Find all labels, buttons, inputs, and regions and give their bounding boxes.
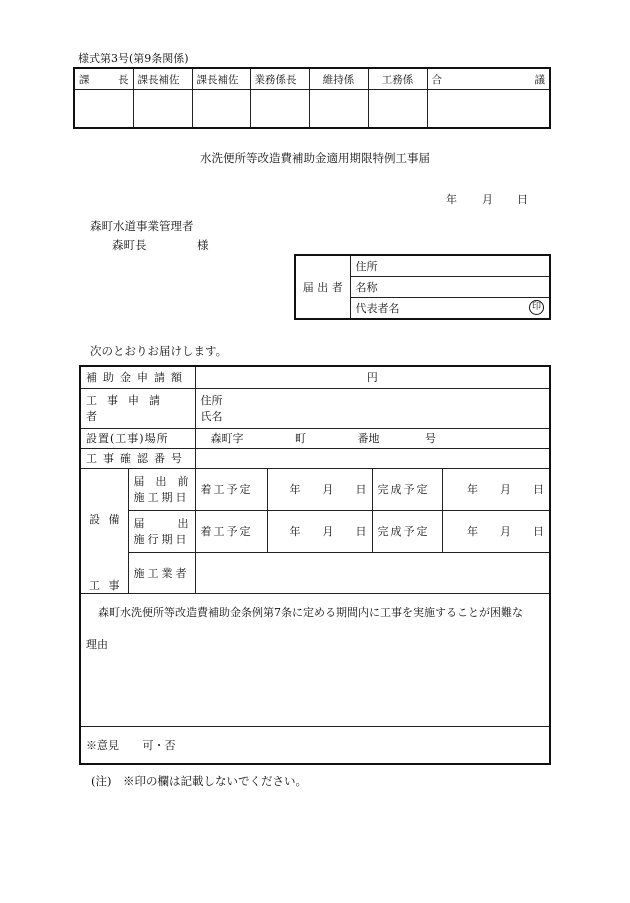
contractor-label: 施工業者 — [128, 552, 195, 593]
applicant-label: 届 出 者 — [295, 255, 350, 319]
location-banchi: 番地 — [357, 432, 380, 445]
applicant-address-label: 住所 — [200, 394, 223, 407]
after-start-field[interactable]: 年 月 日 — [267, 510, 372, 552]
location-label: 設置(工事)場所 — [80, 428, 195, 448]
addressee-sama: 様 — [197, 238, 209, 252]
approval-header-iji: 維持係 — [309, 68, 368, 90]
applicant-name-field[interactable] — [350, 277, 550, 298]
approval-header-gogi: 合 議 — [427, 68, 550, 90]
opinion-value: 可・否 — [142, 738, 176, 752]
applicant-label-main: 工事申請者 — [80, 388, 195, 428]
approval-header-hosa-1: 課長補佐 — [133, 68, 192, 90]
before-finish-field[interactable]: 年 月 日 — [442, 468, 550, 510]
approval-header-kacho: 課 長 — [74, 68, 133, 90]
approval-table — [73, 67, 551, 129]
subsidy-label: 補助金申請額 — [80, 366, 195, 388]
stamp-cell[interactable] — [309, 90, 368, 129]
after-start-label: 着工予定 — [195, 510, 267, 552]
form-number: 様式第3号(第9条関係) — [78, 52, 189, 65]
confirm-number-field[interactable] — [195, 448, 550, 468]
approval-header-gyomu: 業務係長 — [250, 68, 309, 90]
approval-header-komu: 工務係 — [368, 68, 427, 90]
date-month: 月 — [482, 193, 493, 206]
seal-icon: 印 — [529, 300, 544, 315]
location-town: 森町字 — [210, 432, 244, 445]
contractor-field[interactable] — [195, 552, 550, 593]
before-finish-label: 完成予定 — [372, 468, 442, 510]
before-label: 届 出 前 施工期日 — [128, 468, 195, 510]
confirm-label: 工事確認番号 — [80, 448, 195, 468]
location-go: 号 — [425, 432, 436, 445]
addressee-line2: 森町長 — [112, 238, 147, 252]
location-cho: 町 — [295, 432, 306, 445]
applicant-rep-field[interactable] — [350, 298, 550, 320]
applicant-box — [294, 254, 551, 320]
after-label: 届 出 施行期日 — [128, 510, 195, 552]
before-start-field[interactable]: 年 月 日 — [267, 468, 372, 510]
reason-line2: 理由 — [86, 637, 108, 651]
subsidy-amount-field[interactable] — [195, 366, 550, 388]
reason-field[interactable] — [80, 593, 550, 726]
applicant-field[interactable] — [195, 388, 550, 428]
stamp-cell[interactable] — [74, 90, 133, 129]
date-year: 年 — [446, 193, 457, 206]
yen-unit: 円 — [366, 371, 378, 385]
footnote: (注) ※印の欄は記載しないでください。 — [91, 774, 307, 788]
applicant-address-field[interactable] — [350, 255, 550, 277]
address-label: 住所 — [355, 260, 378, 273]
addressee-line1: 森町水道事業管理者 — [90, 219, 194, 233]
intro-text: 次のとおりお届けします。 — [90, 344, 228, 358]
stamp-cell[interactable] — [192, 90, 250, 129]
group-label: 設 備 工 事 — [80, 468, 128, 593]
stamp-cell[interactable] — [133, 90, 192, 129]
stamp-cell[interactable] — [368, 90, 427, 129]
after-finish-label: 完成予定 — [372, 510, 442, 552]
applicant-name-label: 氏名 — [200, 410, 223, 423]
stamp-cell[interactable] — [250, 90, 309, 129]
location-field[interactable] — [195, 428, 550, 448]
opinion-field[interactable] — [80, 726, 550, 764]
date-day: 日 — [517, 193, 528, 206]
before-start-label: 着工予定 — [195, 468, 267, 510]
form-title: 水洗便所等改造費補助金適用期限特例工事届 — [200, 151, 430, 165]
reason-line1: 森町水洗便所等改造費補助金条例第7条に定める期間内に工事を実施することが困難な — [98, 605, 523, 619]
after-finish-field[interactable]: 年 月 日 — [442, 510, 550, 552]
opinion-label: ※意見 — [86, 738, 119, 752]
rep-label: 代表者名 — [355, 302, 400, 315]
stamp-cell[interactable] — [427, 90, 550, 129]
name-label: 名称 — [355, 281, 378, 294]
main-form-table — [79, 365, 551, 765]
approval-header-hosa-2: 課長補佐 — [192, 68, 250, 90]
